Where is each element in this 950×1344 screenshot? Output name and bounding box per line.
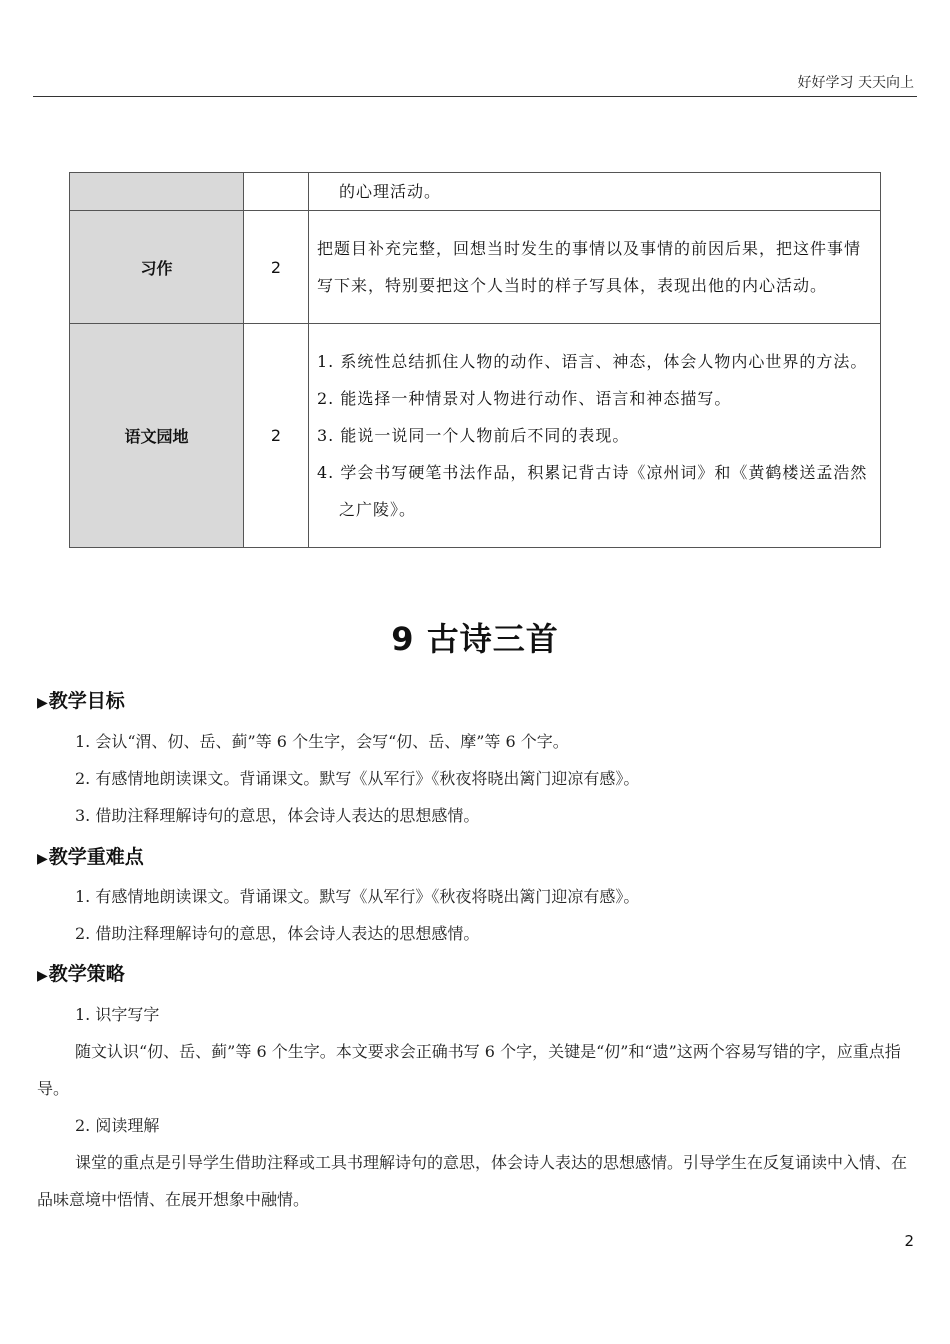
section-heading-strategy [37,959,125,986]
section-heading-text: 教学目标 [48,690,125,712]
lesson-title: 9 古诗三首 [391,620,559,658]
content-line: 把题目补充完整，回想当时发生的事情以及事情的前因后果，把这件事情写下来，特别要把这个人当时的样子写具体，表现出他的内心活动。 [317,239,862,295]
table-cell-hours: 2 [244,211,309,324]
triangle-bullet-icon: ▶ [37,695,48,711]
table-row [70,173,881,211]
lesson-plan-table [69,172,881,548]
table-cell-hours [244,173,309,211]
content-line: 2. 能选择一种情景对人物进行动作、语言和神态描写。 [317,389,732,408]
content-line: 1. 系统性总结抓住人物的动作、语言、神态，体会人物内心世界的方法。 [317,352,868,371]
difficulty-item: 2. 借助注释理解诗句的意思，体会诗人表达的思想感情。 [75,924,480,943]
table-row [70,211,881,324]
table-cell-hours: 2 [244,324,309,548]
header-divider [33,96,917,97]
table-cell-name: 习作 [70,211,244,324]
table-cell-content [309,324,881,548]
table-row [70,324,881,548]
difficulty-item: 1. 有感情地朗读课文。背诵课文。默写《从军行》《秋夜将晓出篱门迎凉有感》。 [75,887,640,906]
content-line: 3. 能说一说同一个人物前后不同的表现。 [317,426,630,445]
table-cell-content [309,173,881,211]
table-cell-name [70,173,244,211]
content-line: 的心理活动。 [339,182,442,201]
table-cell-name: 语文园地 [70,324,244,548]
header-slogan: 好好学习 天天向上 [797,75,914,91]
strategy-paragraph: 随文认识“仞、岳、蓟”等 6 个生字。本文要求会正确书写 6 个字，关键是“仞”和“遗”这两个容易写错的字，应重点指导。 [37,1042,901,1098]
section-heading-difficulties [37,842,144,869]
section-heading-goals [37,686,125,713]
goal-item: 3. 借助注释理解诗句的意思，体会诗人表达的思想感情。 [75,806,480,825]
section-heading-text: 教学策略 [48,963,125,985]
goal-item: 2. 有感情地朗读课文。背诵课文。默写《从军行》《秋夜将晓出篱门迎凉有感》。 [75,769,640,788]
strategy-subheading: 1. 识字写字 [75,1005,160,1024]
content-line: 4. 学会书写硬笔书法作品，积累记背古诗《凉州词》和《黄鹤楼送孟浩然之广陵》。 [317,463,868,519]
triangle-bullet-icon: ▶ [37,968,48,984]
section-heading-text: 教学重难点 [48,846,144,868]
strategy-subheading: 2. 阅读理解 [75,1116,160,1135]
page-number: 2 [904,1232,914,1250]
goal-item: 1. 会认“渭、仞、岳、蓟”等 6 个生字，会写“仞、岳、摩”等 6 个字。 [75,732,569,751]
table-cell-content [309,211,881,324]
strategy-paragraph: 课堂的重点是引导学生借助注释或工具书理解诗句的意思，体会诗人表达的思想感情。引导学生在反复诵读中入情、在品味意境中悟情、在展开想象中融情。 [37,1153,908,1209]
triangle-bullet-icon: ▶ [37,851,48,867]
